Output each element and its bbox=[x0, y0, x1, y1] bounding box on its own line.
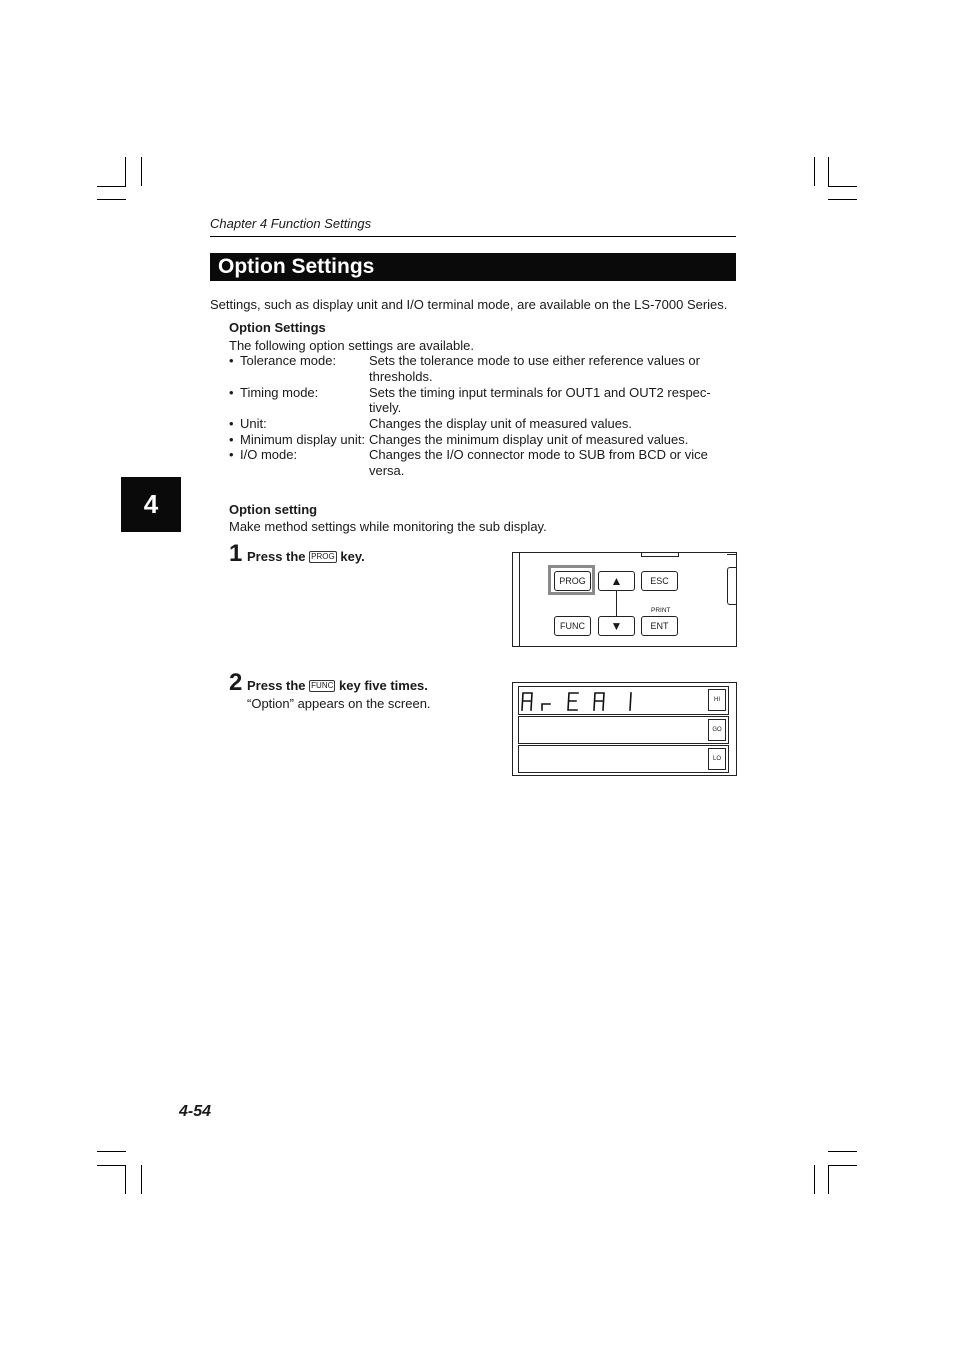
header-rule bbox=[210, 236, 736, 237]
list-item-label: Timing mode: bbox=[240, 385, 319, 400]
option-settings-heading: Option Settings bbox=[229, 320, 326, 335]
step-number: 1 bbox=[229, 540, 243, 567]
lo-indicator: LO bbox=[708, 748, 726, 770]
step-text: key. bbox=[340, 549, 365, 564]
section-title: Option Settings bbox=[218, 255, 375, 278]
list-item-label: I/O mode: bbox=[240, 447, 298, 462]
down-button[interactable]: ▼ bbox=[598, 616, 635, 636]
list-item-desc: thresholds. bbox=[369, 369, 433, 384]
go-indicator: GO bbox=[708, 719, 726, 741]
list-item-label: Minimum display unit: bbox=[240, 432, 365, 447]
panel-slot bbox=[727, 567, 736, 605]
chapter-header: Chapter 4 Function Settings bbox=[210, 216, 372, 231]
main-display-readout bbox=[519, 687, 649, 714]
list-item-desc: Sets the tolerance mode to use either reference values or bbox=[369, 353, 700, 368]
bullet: • bbox=[229, 432, 234, 447]
bullet: • bbox=[229, 416, 234, 431]
intro-text: Settings, such as display unit and I/O terminal mode, are available on the LS-7000 Series. bbox=[210, 297, 728, 312]
panel-edge bbox=[519, 553, 520, 646]
func-key-icon: FUNC bbox=[311, 681, 334, 690]
list-item-label: Tolerance mode: bbox=[240, 353, 337, 368]
list-item-desc: tively. bbox=[369, 400, 402, 415]
display-row-main bbox=[518, 686, 729, 715]
func-button[interactable]: FUNC bbox=[554, 616, 591, 636]
prog-key-icon: PROG bbox=[311, 552, 335, 561]
keypad-panel bbox=[512, 552, 737, 647]
step-note: “Option” appears on the screen. bbox=[247, 696, 431, 711]
step-number: 2 bbox=[229, 669, 243, 696]
list-item-desc: Sets the timing input terminals for OUT1 and OUT2 respec- bbox=[369, 385, 711, 400]
hi-indicator: HI bbox=[708, 689, 726, 711]
display-row-bottom bbox=[518, 745, 729, 773]
bullet: • bbox=[229, 447, 234, 462]
step-instruction bbox=[247, 549, 365, 565]
section-title-bar bbox=[210, 253, 736, 281]
esc-button[interactable]: ESC bbox=[641, 571, 678, 591]
list-item-desc: Changes the I/O connector mode to SUB from BCD or vice bbox=[369, 447, 708, 462]
bullet: • bbox=[229, 385, 234, 400]
arrow-connector bbox=[616, 591, 617, 616]
step-text: key five times. bbox=[339, 678, 428, 693]
panel-tab bbox=[727, 552, 736, 555]
list-item-desc: versa. bbox=[369, 463, 405, 478]
prog-button[interactable]: PROG bbox=[554, 571, 591, 591]
list-item-desc: Changes the minimum display unit of measured values. bbox=[369, 432, 689, 447]
display-panel bbox=[512, 682, 737, 776]
option-setting-lead: Make method settings while monitoring the sub display. bbox=[229, 519, 547, 534]
up-button[interactable]: ▲ bbox=[598, 571, 635, 591]
step-instruction bbox=[247, 678, 428, 694]
print-label: PRINT bbox=[651, 607, 671, 614]
panel-tab bbox=[641, 552, 679, 557]
option-setting-heading: Option setting bbox=[229, 502, 318, 517]
option-settings-lead: The following option settings are available. bbox=[229, 338, 474, 353]
list-item-label: Unit: bbox=[240, 416, 267, 431]
chapter-tab: 4 bbox=[121, 477, 181, 532]
page-number: 4-54 bbox=[179, 1103, 212, 1120]
list-item-desc: Changes the display unit of measured values. bbox=[369, 416, 633, 431]
bullet: • bbox=[229, 353, 234, 368]
step-text: Press the bbox=[247, 678, 306, 693]
ent-button[interactable]: ENT bbox=[641, 616, 678, 636]
display-row-middle bbox=[518, 716, 729, 744]
step-text: Press the bbox=[247, 549, 306, 564]
